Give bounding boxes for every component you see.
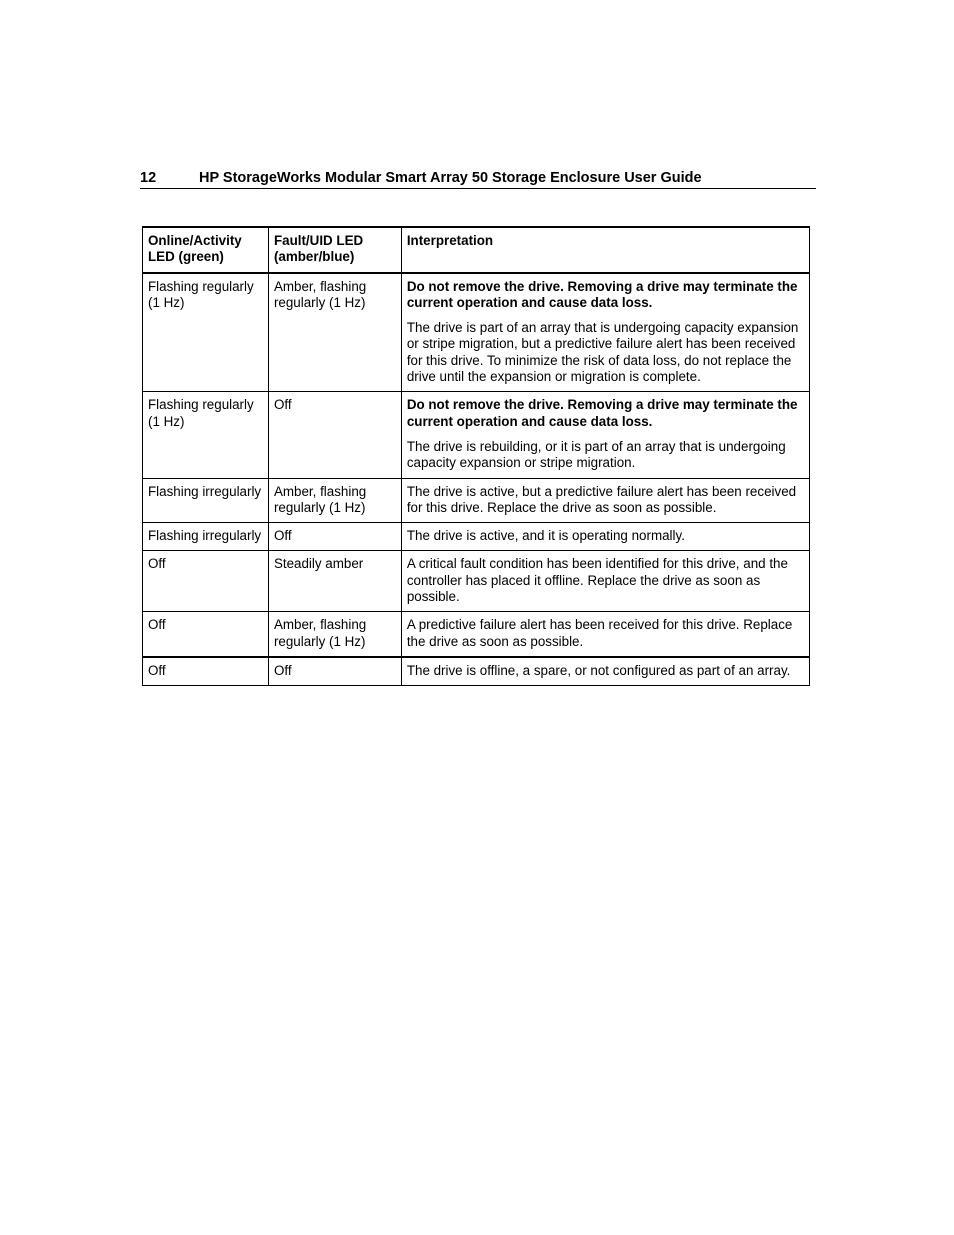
- online-led-cell: Off: [143, 551, 269, 612]
- interpretation-cell: The drive is active, but a predictive failure alert has been received for this drive. Replace the drive as soon as possible.: [401, 478, 809, 523]
- online-led-cell: Flashing irregularly: [143, 478, 269, 523]
- table-row: [143, 657, 810, 686]
- online-led-cell: Off: [143, 612, 269, 657]
- interpretation-cell: [401, 392, 809, 478]
- fault-led-cell: Off: [268, 523, 401, 551]
- warning-text: Do not remove the drive. Removing a drive may terminate the current operation and cause data loss.: [406, 397, 798, 429]
- fault-led-cell: Amber, flashing regularly (1 Hz): [268, 612, 401, 657]
- interpretation-text: The drive is part of an array that is undergoing capacity expansion or stripe migration, but a predictive failure alert has been received for this drive. To minimize the risk of data loss, do not replace the drive until the expansion or migration is complete.: [406, 320, 799, 385]
- table-row: [143, 551, 810, 612]
- document-title: HP StorageWorks Modular Smart Array 50 Storage Enclosure User Guide: [199, 170, 702, 186]
- column-header-fault-led: Fault/UID LED (amber/blue): [268, 227, 401, 273]
- fault-led-cell: Off: [268, 392, 401, 478]
- column-header-online-led: Online/Activity LED (green): [143, 227, 269, 273]
- fault-led-cell: Steadily amber: [268, 551, 401, 612]
- page-number: 12: [140, 170, 157, 186]
- online-led-cell: Flashing regularly (1 Hz): [143, 392, 269, 478]
- interpretation-cell: The drive is active, and it is operating normally.: [401, 523, 809, 551]
- fault-led-cell: Off: [268, 657, 401, 686]
- interpretation-text: The drive is rebuilding, or it is part of an array that is undergoing capacity expansion or stripe migration.: [406, 438, 786, 471]
- interpretation-cell: A critical fault condition has been identified for this drive, and the controller has placed it offline. Replace the drive as soon as possible.: [401, 551, 809, 612]
- fault-led-cell: Amber, flashing regularly (1 Hz): [268, 273, 401, 392]
- online-led-cell: Flashing irregularly: [143, 523, 269, 551]
- table-row: [143, 273, 810, 392]
- online-led-cell: Off: [143, 657, 269, 686]
- table-row: [143, 478, 810, 523]
- online-led-cell: Flashing regularly (1 Hz): [143, 273, 269, 392]
- warning-text: Do not remove the drive. Removing a drive may terminate the current operation and cause data loss.: [406, 278, 798, 310]
- interpretation-cell: A predictive failure alert has been received for this drive. Replace the drive as soon as possible.: [401, 612, 809, 657]
- page-header: [140, 168, 816, 189]
- interpretation-cell: The drive is offline, a spare, or not configured as part of an array.: [401, 657, 809, 686]
- interpretation-cell: [401, 273, 809, 392]
- table-header-row: [143, 227, 810, 273]
- led-status-table: [142, 226, 810, 686]
- fault-led-cell: Amber, flashing regularly (1 Hz): [268, 478, 401, 523]
- table-row: [143, 392, 810, 478]
- table-row: [143, 523, 810, 551]
- column-header-interpretation: Interpretation: [401, 227, 809, 273]
- table-row: [143, 612, 810, 657]
